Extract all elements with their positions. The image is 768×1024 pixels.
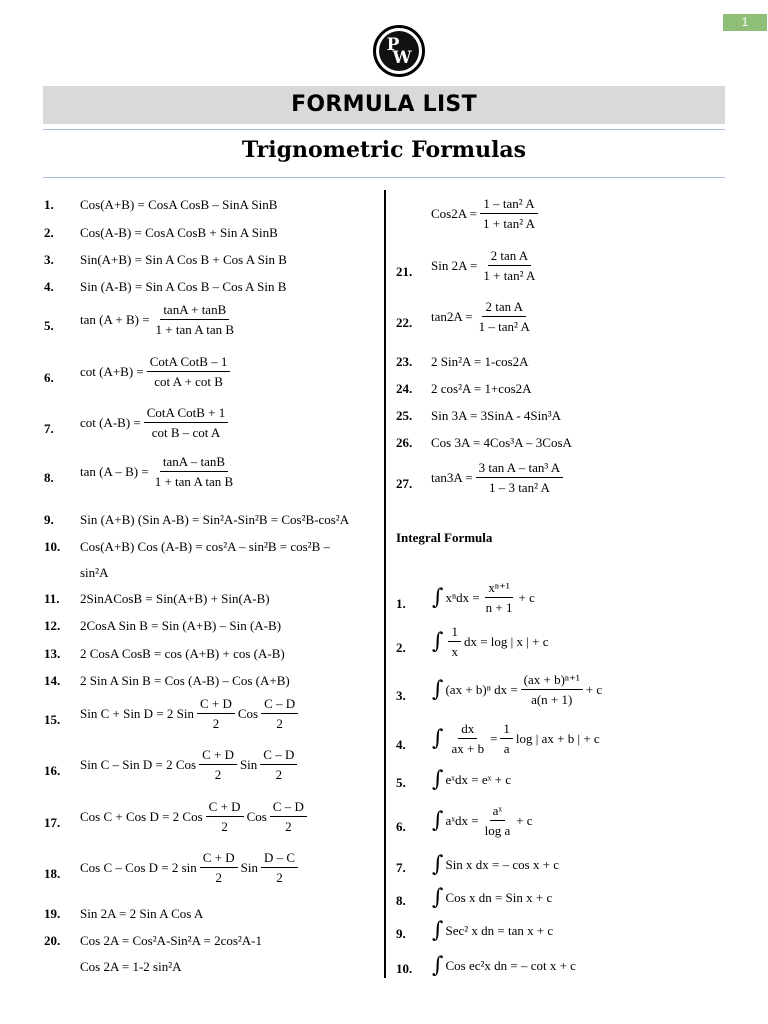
integral-sign: ∫ [432,953,444,978]
numerator: 3 tan A – tan³ A [476,460,564,478]
formula-row [80,279,286,294]
formula-row [432,803,533,838]
formula-text: Cos 2A = Cos²A-Sin²A = 2cos²A-1 [80,933,263,948]
item-number: 7. [44,421,54,436]
denominator: 1 + tan² A [482,216,536,231]
denominator: a [503,741,510,756]
formula-lhs: Cos ec²x dn = – cot x + c [445,958,576,973]
formula-rhs: log | ax + b | + c [515,731,600,746]
formula-text: Sin (A+B) (Sin A-B) = Sin²A-Sin²B = Cos²B-cos²A [80,512,350,527]
denominator: 1 + tan A tan B [154,474,234,489]
numerator: C – D [260,747,297,765]
fraction [480,196,538,231]
fraction [147,354,231,389]
integral-sign: ∫ [432,918,444,943]
item-number: 3. [396,688,406,703]
denominator: 1 + tan² A [483,268,536,283]
numerator: C + D [197,696,235,714]
formula-row [80,512,349,527]
formula-text: 2CosA Sin B = Sin (A+B) – Sin (A-B) [80,618,282,633]
item-number: 27. [396,476,413,491]
fraction [144,405,229,440]
denominator: cot B – cot A [151,425,221,440]
formula-lhs: Sin 2A = [431,258,478,273]
item-number: 6. [396,819,406,834]
denominator: 2 [285,819,292,834]
fraction [521,672,583,707]
formula-row [80,850,301,885]
formula-row [80,618,281,633]
formula-row [80,673,290,688]
formula-row [80,302,240,337]
formula-mid: Cos [246,809,267,824]
item-number: 5. [44,318,54,333]
numerator: C + D [199,747,237,765]
denominator: n + 1 [485,600,513,615]
fraction [270,799,307,834]
fraction [261,696,298,731]
formula-text: Cos(A-B) = CosA CosB + Sin A SinB [80,225,278,240]
formula-row [80,906,203,921]
integral-sign: ∫ [432,726,444,751]
formula-lhs: tan2A = [431,309,473,324]
formula-row [432,953,576,978]
formula-rhs: + c [516,813,533,828]
fraction [261,850,298,885]
fraction [448,624,461,659]
denominator: 2 [212,716,220,731]
formula-text: Cos(A+B) Cos (A-B) = cos²A – sin²B = cos²B – [80,539,331,554]
item-number: 17. [44,815,61,830]
formula-row [80,646,285,661]
formula-text: 2 Sin²A = 1-cos2A [431,354,529,369]
page-number: 1 [723,14,767,31]
formula-row [80,252,287,267]
item-number: 5. [396,775,406,790]
denominator: 2 [215,870,222,885]
formula-lhs: tan3A = [431,470,473,485]
fraction [152,454,236,489]
formula-row [432,767,511,792]
denominator: 2 [221,819,228,834]
denominator: 1 – 3 tan² A [488,480,550,495]
formula-lhs: Sin C – Sin D = 2 Cos [80,757,197,772]
item-number: 12. [44,618,61,633]
fraction [197,696,235,731]
item-number: 8. [44,470,54,485]
item-number: 2. [396,640,406,655]
formula-row [80,696,301,731]
formula-text: Sin 3A = 3SinA - 4Sin³A [431,408,562,423]
formula-row [432,721,600,756]
formula-row [432,624,548,659]
formula-lhs: xⁿdx = [445,590,480,605]
denominator: 2 [276,716,283,731]
formula-text: Cos 3A = 4Cos³A – 3CosA [431,435,572,450]
numerator: 1 [448,624,461,642]
formula-row [432,885,553,910]
item-number: 2. [44,225,54,240]
numerator: dx [458,721,477,739]
denominator: log a [484,823,511,838]
formula-text: 2 Sin A Sin B = Cos (A-B) – Cos (A+B) [80,673,290,688]
numerator: C – D [261,696,298,714]
formula-lhs: Cos C – Cos D = 2 sin [80,860,197,875]
formula-row [80,747,300,782]
item-number: 3. [44,252,54,267]
formula-lhs: Sin x dx = – cos x + c [445,857,560,872]
item-number: 20. [44,933,61,948]
column-divider [384,190,386,978]
fraction [480,248,538,283]
integral-sign: ∫ [432,677,444,702]
numerator: xⁿ⁺¹ [485,580,512,598]
formula-lhs: Cos C + Cos D = 2 Cos [80,809,203,824]
formula-row [431,435,572,450]
item-number: 13. [44,646,61,661]
formula-lhs: dx = log | x | + c [463,634,549,649]
formula-row [431,408,561,423]
item-number: 6. [44,370,54,385]
formula-row [80,539,330,554]
item-number: 1. [396,596,406,611]
formula-continuation: Cos 2A = 1-2 sin²A [80,959,182,974]
denominator: 1 + tan A tan B [155,322,235,337]
formula-text: Sin(A+B) = Sin A Cos B + Cos A Sin B [80,252,287,267]
formula-mid: Sin [239,757,258,772]
formula-lhs: aˣdx = [445,813,479,828]
svg-text:P: P [386,35,400,55]
svg-text:W: W [392,48,412,68]
fraction [200,850,238,885]
item-number: 18. [44,866,61,881]
formula-row [80,225,278,240]
integral-sign: ∫ [432,885,444,910]
item-number: 14. [44,673,61,688]
numerator: C + D [206,799,244,817]
formula-lhs: = [490,731,498,746]
numerator: 2 tan A [482,299,526,317]
item-number: 10. [44,539,61,554]
fraction [199,747,237,782]
numerator: 1 [500,721,513,739]
item-number: 1. [44,197,54,212]
item-number: 22. [396,315,413,330]
formula-lhs: tan (A – B) = [80,464,149,479]
formula-text: 2 CosA CosB = cos (A+B) + cos (A-B) [80,646,285,661]
denominator: 2 [214,767,222,782]
numerator: tanA + tanB [160,302,229,320]
item-number: 7. [396,860,406,875]
formula-lhs: cot (A+B) = [80,364,144,379]
integral-sign: ∫ [432,767,444,792]
denominator: cot A + cot B [154,374,223,389]
fraction [482,803,514,838]
formula-row [80,933,262,948]
item-number: 9. [44,512,54,527]
formula-text: Sin (A-B) = Sin A Cos B – Cos A Sin B [80,279,287,294]
item-number: 11. [44,591,60,606]
formula-text: 2SinACosB = Sin(A+B) + Sin(A-B) [80,591,270,606]
numerator: CotA CotB + 1 [144,405,229,423]
formula-row [432,852,560,877]
formula-row [431,196,541,231]
formula-row [432,918,554,943]
denominator: a(n + 1) [531,692,573,707]
item-number: 24. [396,381,413,396]
numerator: aˣ [490,803,506,821]
fraction [476,299,533,334]
integral-sign: ∫ [432,585,444,610]
formula-row [431,460,566,495]
formula-lhs: Cos2A = [431,206,477,221]
formula-lhs: cot (A-B) = [80,415,141,430]
formula-text: 2 cos²A = 1+cos2A [431,381,532,396]
formula-row [80,454,239,489]
numerator: C + D [200,850,238,868]
item-number: 16. [44,763,61,778]
numerator: D – C [261,850,298,868]
title-divider [43,129,725,130]
fraction [206,799,244,834]
denominator: x [451,644,458,659]
section-title: Trignometric Formulas [241,137,527,163]
integral-sign: ∫ [432,852,444,877]
formula-rhs: + c [585,682,603,697]
item-number: 9. [396,926,406,941]
item-number: 15. [44,712,61,727]
formula-continuation: sin²A [80,565,109,580]
formula-lhs: Sin C + Sin D = 2 Sin [80,706,194,721]
item-number: 25. [396,408,413,423]
fraction [500,721,513,756]
numerator: 1 – tan² A [480,196,537,214]
denominator: ax + b [451,741,485,756]
formula-lhs: Sec² x dn = tan x + c [445,923,554,938]
fraction [476,460,564,495]
fraction [448,721,487,756]
formula-lhs: eˣdx = eˣ + c [445,772,511,787]
formula-mid: Sin [240,860,259,875]
item-number: 19. [44,906,61,921]
numerator: CotA CotB – 1 [147,354,231,372]
numerator: 2 tan A [488,248,532,266]
numerator: C – D [270,799,307,817]
item-number: 10. [396,961,413,976]
formula-lhs: tan (A + B) = [80,312,150,327]
formula-row [80,197,277,212]
integral-sign: ∫ [432,629,444,654]
fraction [483,580,516,615]
formula-row [431,299,536,334]
formula-mid: Cos [237,706,259,721]
item-number: 4. [396,737,406,752]
formula-lhs: Cos x dn = Sin x + c [445,890,553,905]
item-number: 8. [396,893,406,908]
formula-text: Sin 2A = 2 Sin A Cos A [80,906,204,921]
numerator: (ax + b)ⁿ⁺¹ [521,672,583,690]
formula-row [80,591,270,606]
item-number: 4. [44,279,54,294]
numerator: tanA – tanB [160,454,228,472]
item-number: 21. [396,264,413,279]
formula-row [432,672,602,707]
subtitle-divider [43,177,725,178]
item-number: 26. [396,435,413,450]
denominator: 2 [276,870,283,885]
fraction [153,302,237,337]
item-number: 23. [396,354,413,369]
page-title: FORMULA LIST [43,86,725,124]
denominator: 2 [275,767,283,782]
formula-row [80,405,231,440]
pw-logo [373,25,425,77]
integral-sign: ∫ [432,808,444,833]
formula-row [80,799,310,834]
formula-row [432,580,535,615]
integral-heading: Integral Formula [396,530,493,545]
fraction [260,747,297,782]
formula-row [431,381,532,396]
formula-row [80,354,233,389]
formula-row [431,248,541,283]
formula-row [431,354,529,369]
formula-lhs: (ax + b)ⁿ dx = [445,682,518,697]
denominator: 1 – tan² A [478,319,530,334]
formula-rhs: + c [518,590,535,605]
formula-text: Cos(A+B) = CosA CosB – SinA SinB [80,197,278,212]
